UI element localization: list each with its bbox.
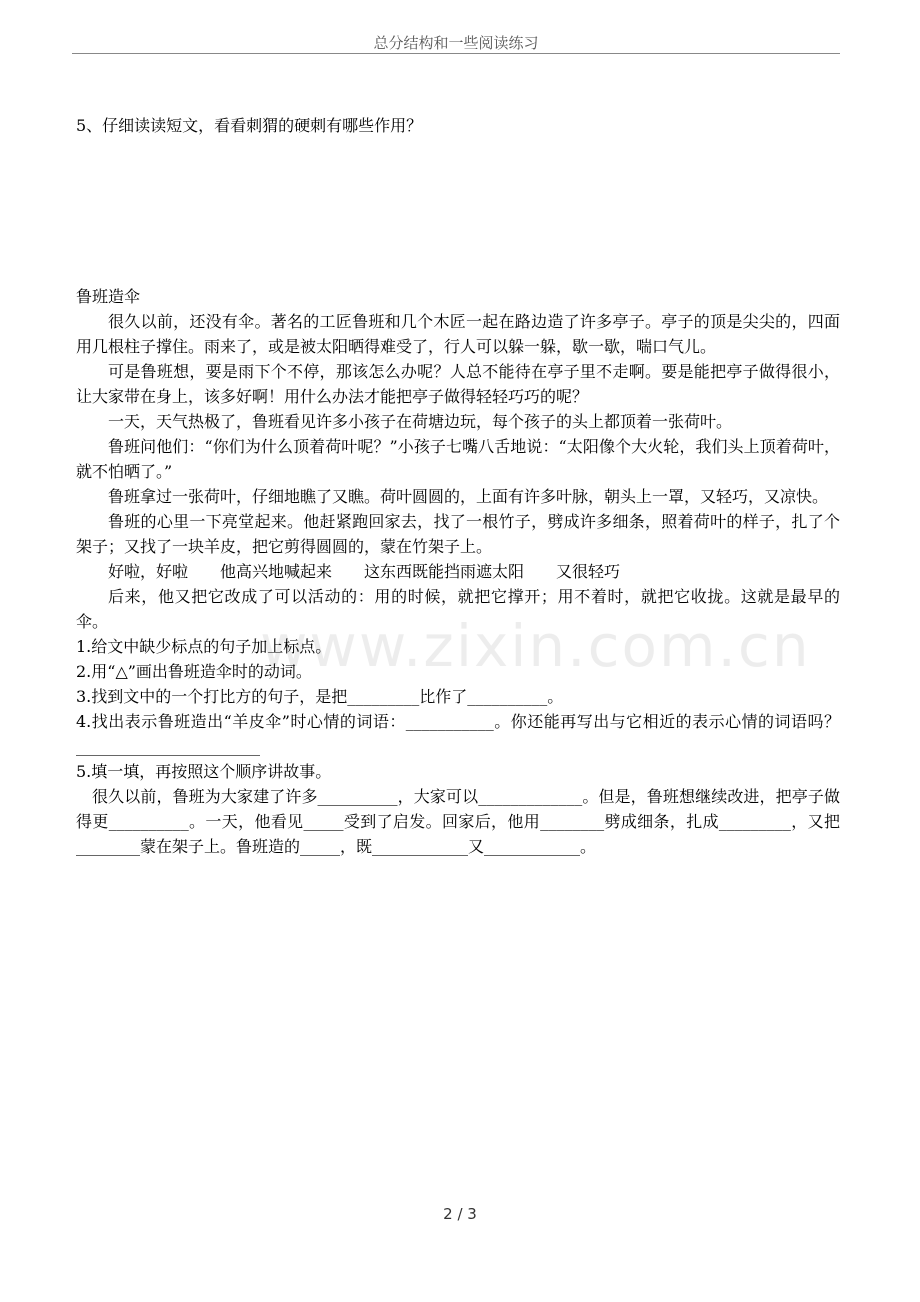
paragraph-7-missing-punctuation: 好啦，好啦 他高兴地喊起来 这东西既能挡雨遮太阳 又很轻巧 <box>108 562 621 581</box>
page-number: 2 / 3 <box>443 1205 477 1223</box>
page-header: 总分结构和一些阅读练习 <box>373 34 539 52</box>
exercise-4: 4.找出表示鲁班造出“羊皮伞”时心情的词语：___________。你还能再写出与它相近的表示心情的词语吗？_______________________ <box>76 712 840 756</box>
watermark: www.zixin.com.cn <box>260 612 811 680</box>
exercise-1: 1.给文中缺少标点的句子加上标点。 <box>76 637 332 656</box>
answer-space <box>76 138 840 284</box>
paragraph-5: 鲁班拿过一张荷叶，仔细地瞧了又瞧。荷叶圆圆的，上面有许多叶脉，朝头上一罩，又轻巧，又凉快。 <box>108 487 829 506</box>
header-divider <box>72 53 840 54</box>
paragraph-2: 可是鲁班想，要是雨下个不停，那该怎么办呢？人总不能待在亭子里不走啊。要是能把亭子做得很小，让大家带在身上，该多好啊！用什么办法才能把亭子做得轻轻巧巧的呢？ <box>76 362 840 406</box>
paragraph-1: 很久以前，还没有伞。著名的工匠鲁班和几个木匠一起在路边造了许多亭子。亭子的顶是尖尖的，四面用几根柱子撑住。雨来了，或是被太阳晒得难受了，行人可以躲一躲，歇一歇，喘口气儿。 <box>76 312 840 356</box>
paragraph-3: 一天，天气热极了，鲁班看见许多小孩子在荷塘边玩，每个孩子的头上都顶着一张荷叶。 <box>108 412 733 431</box>
exercise-3: 3.找到文中的一个打比方的句子，是把_________比作了__________。 <box>76 687 564 706</box>
story-title: 鲁班造伞 <box>76 287 141 306</box>
document-body <box>76 113 840 859</box>
paragraph-8: 后来，他又把它改成了可以活动的：用的时候，就把它撑开；用不着时，就把它收拢。这就是最早的伞。 <box>76 587 840 631</box>
exercise-5: 5.填一填，再按照这个顺序讲故事。 <box>76 762 332 781</box>
paragraph-4: 鲁班问他们：“你们为什么顶着荷叶呢？”小孩子七嘴八舌地说：“太阳像个大火轮，我们头上顶着荷叶，就不怕晒了。” <box>76 437 840 481</box>
paragraph-6: 鲁班的心里一下亮堂起来。他赶紧跑回家去，找了一根竹子，劈成许多细条，照着荷叶的样子，扎了个架子；又找了一块羊皮，把它剪得圆圆的，蒙在竹架子上。 <box>76 512 840 556</box>
story-fill-in: 很久以前，鲁班为大家建了许多__________，大家可以_____________。但是，鲁班想继续改进，把亭子做得更__________。一天，他看见_____受到了启发。回家后，他用________劈成细条，扎成_________，又把________蒙在架子上。鲁班造的_____，既____________又____________。 <box>76 787 840 856</box>
exercise-2: 2.用“△”画出鲁班造伞时的动词。 <box>76 662 312 681</box>
question-5: 5、仔细读读短文，看看刺猬的硬刺有哪些作用？ <box>76 116 423 135</box>
